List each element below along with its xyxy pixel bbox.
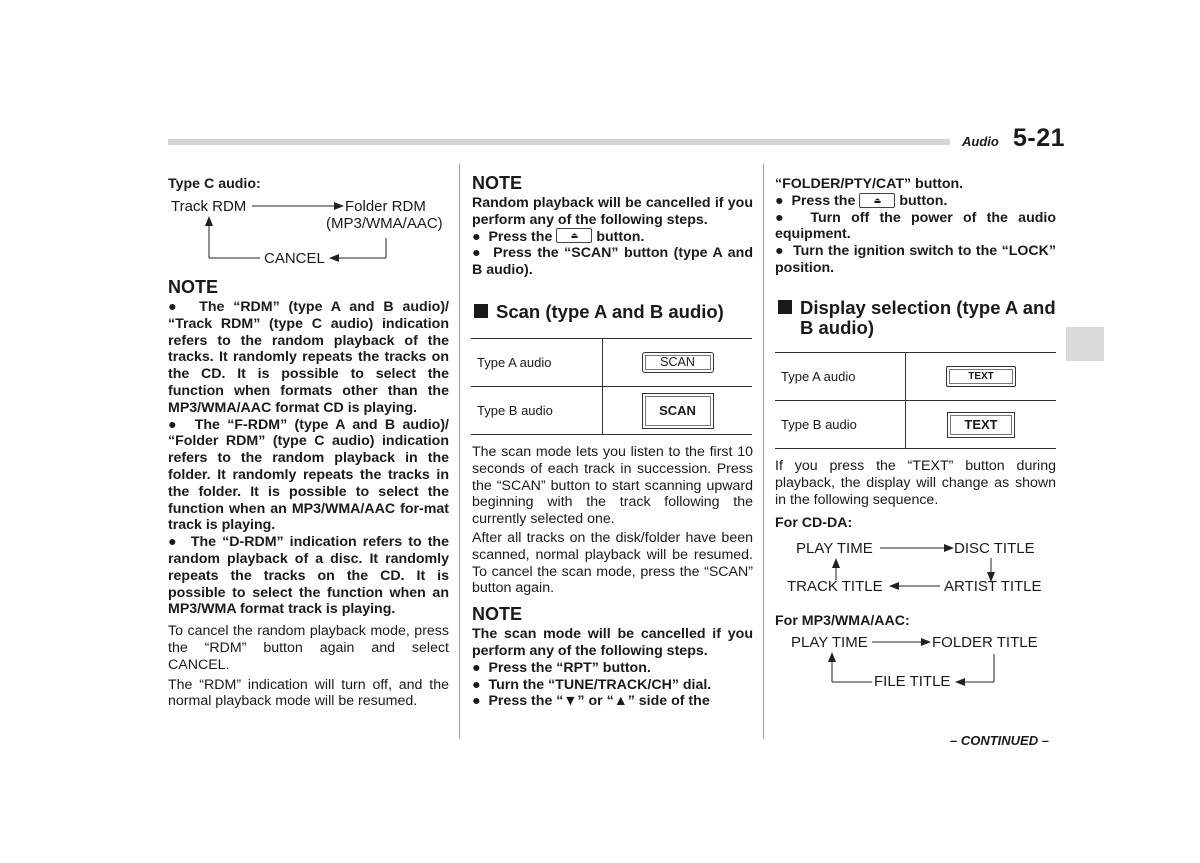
body-paragraph: The scan mode lets you listen to the first 10 seconds of each track in succession. Press the “SCAN” button to start scanning upward beginning with the track following the currently selected one.	[472, 444, 753, 528]
scan-button-type-a: SCAN	[642, 352, 714, 373]
track-title-label: TRACK TITLE	[787, 578, 883, 595]
scan-button-type-b: SCAN	[642, 393, 714, 429]
rdm-diagram	[168, 196, 453, 272]
note-bullet: ● Press the “RPT” button.	[472, 659, 651, 676]
note-intro: Random playback will be cancelled if you perform any of the following steps.	[472, 195, 753, 228]
body-paragraph: To cancel the random playback mode, press the “RDM” button again and select CANCEL.	[168, 623, 449, 673]
note-bullet: ● The “F-RDM” (type A and B audio)/ “Folder RDM” (type C audio) indication refers to the random playback in the folder. It randomly repeats the tracks in the folder. It is possible to select the function when an MP3/WMA/AAC for-mat track is playing.	[168, 416, 449, 534]
table-cell-button	[603, 387, 753, 435]
formats-label: (MP3/WMA/AAC)	[326, 215, 443, 232]
text-button-table	[775, 352, 1056, 449]
table-row	[775, 353, 1056, 401]
body-paragraph: After all tracks on the disk/folder have been scanned, normal playback will be resumed. To cancel the scan mode, press the “SCAN” button again.	[472, 529, 753, 597]
section-title: Audio	[962, 134, 999, 149]
artist-title-label: ARTIST TITLE	[944, 578, 1042, 595]
note-bullet: ● Turn the ignition switch to the “LOCK” position.	[775, 243, 1056, 276]
table-cell-button	[603, 339, 753, 387]
scan-body	[472, 444, 753, 710]
note-heading: NOTE	[472, 173, 523, 193]
column-divider	[459, 164, 460, 739]
display-body	[775, 458, 1056, 532]
note-bullet: ● The “RDM” (type A and B audio)/ “Track RDM” (type C audio) indication refers to the random playback of the tracks. It randomly repeats the tracks on the CD. It is possible to select the function when formats other than the MP3/WMA/AAC format CD is playing.	[168, 299, 449, 416]
text-button-type-a: TEXT	[946, 366, 1016, 387]
note-bullet: ● Press the ⏏ button.	[775, 192, 948, 209]
mp3-diagram	[780, 632, 1050, 692]
cdda-diagram	[780, 538, 1050, 598]
note-intro: The scan mode will be cancelled if you perform any of the following steps.	[472, 626, 753, 659]
cdda-label: For CD-DA:	[775, 515, 853, 532]
down-arrow-icon: ▼	[563, 693, 578, 710]
body-paragraph: The “RDM” indication will turn off, and the normal playback mode will be resumed.	[168, 676, 449, 710]
note-bullet: ● Press the ⏏ button.	[472, 228, 645, 245]
disc-title-label: DISC TITLE	[954, 540, 1035, 557]
table-cell-label: Type B audio	[775, 401, 906, 449]
text-button-type-b: TEXT	[947, 412, 1015, 438]
note-bullet: ● Press the “▼” or “▲” side of the	[472, 693, 710, 710]
note-continuation: “FOLDER/PTY/CAT” button.	[775, 176, 964, 192]
up-arrow-icon: ▲	[613, 693, 628, 710]
track-rdm-label: Track RDM	[171, 198, 247, 215]
type-c-label: Type C audio:	[168, 176, 261, 192]
eject-button-icon: ⏏	[859, 193, 895, 208]
scan-button-table	[471, 338, 752, 435]
table-row	[471, 387, 752, 435]
play-time-label: PLAY TIME	[791, 634, 868, 651]
table-cell-label: Type A audio	[775, 353, 906, 401]
column-divider	[763, 164, 764, 739]
scan-cancel-note-cont	[775, 176, 1056, 277]
random-cancel-note	[472, 172, 753, 279]
note-bullet: ● The “D-RDM” indication refers to the random playback of a disc. It randomly repeats the tracks on the CD. It is possible to select the function when an MP3/WMA format track is playing.	[168, 534, 449, 618]
display-heading: Display selection (type A and B audio)	[778, 298, 1063, 338]
note-heading: NOTE	[472, 604, 523, 625]
note-bullet: ● Turn off the power of the audio equipment.	[775, 209, 1057, 243]
eject-button-icon: ⏏	[556, 228, 592, 243]
scan-heading: Scan (type A and B audio)	[474, 302, 724, 322]
note-bullet: ● Press the “SCAN” button (type A and B audio).	[472, 245, 753, 279]
play-time-label: PLAY TIME	[796, 540, 873, 557]
table-cell-label: Type B audio	[471, 387, 603, 435]
body-paragraph: If you press the “TEXT” button during playback, the display will change as shown in the following sequence.	[775, 458, 1056, 508]
continued-label: – CONTINUED –	[950, 733, 1049, 748]
note-heading: NOTE	[168, 277, 219, 297]
section-square-icon	[778, 300, 792, 314]
header-rule	[168, 139, 950, 145]
table-row	[471, 339, 752, 387]
note-bullet: ● Turn the “TUNE/TRACK/CH” dial.	[472, 676, 712, 693]
folder-rdm-label: Folder RDM	[345, 198, 426, 215]
folder-title-label: FOLDER TITLE	[932, 634, 1038, 651]
page-number: 5-21	[1013, 124, 1066, 152]
file-title-label: FILE TITLE	[874, 673, 951, 690]
rdm-note	[168, 276, 449, 710]
table-cell-label: Type A audio	[471, 339, 603, 387]
cancel-label: CANCEL	[264, 250, 325, 267]
chapter-thumb-tab	[1066, 327, 1104, 361]
section-square-icon	[474, 304, 488, 318]
mp3-label: For MP3/WMA/AAC:	[775, 613, 910, 629]
table-cell-button	[906, 353, 1057, 401]
table-row	[775, 401, 1056, 449]
table-cell-button	[906, 401, 1057, 449]
